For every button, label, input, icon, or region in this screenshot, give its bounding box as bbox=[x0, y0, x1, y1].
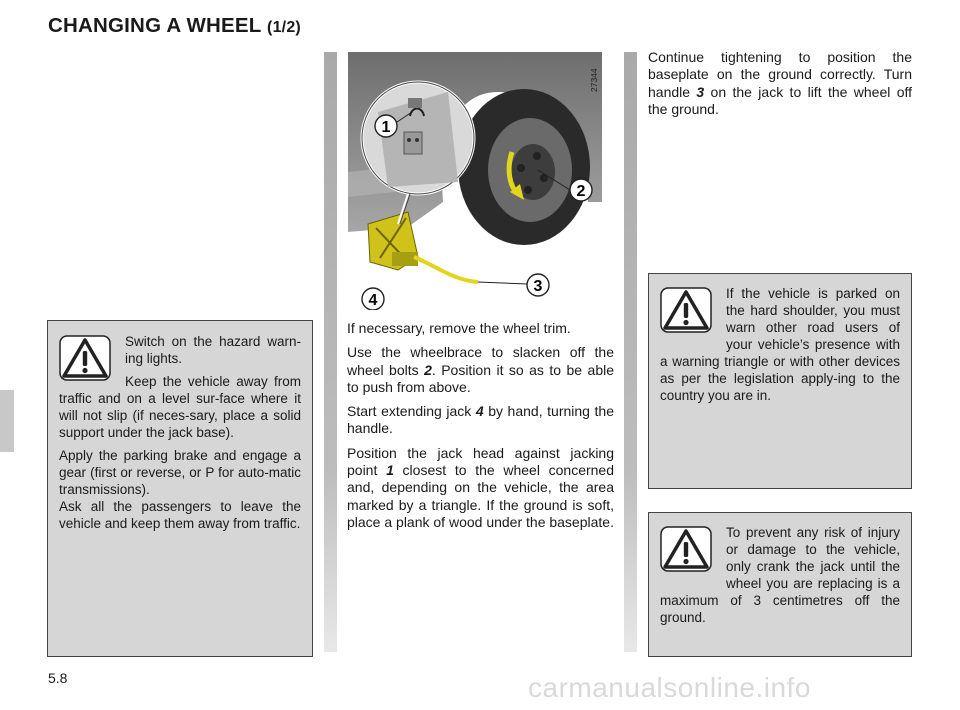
continue-text bbox=[648, 49, 912, 118]
svg-text:2: 2 bbox=[576, 183, 586, 200]
callout-3 bbox=[527, 274, 549, 296]
warning-box-hazard bbox=[47, 320, 313, 657]
warning-paragraph: Keep the vehicle away from traffic and on a level sur-face where it will not slip (if neces-sary, place a solid support under the jack base). bbox=[59, 374, 301, 440]
watermark: carmanualsonline.info bbox=[528, 672, 811, 703]
wheel-jack-illustration bbox=[348, 52, 602, 310]
callout-2 bbox=[570, 179, 592, 201]
instruction-slacken-bolts: Use the wheelbrace to slacken off the wheel bolts 2. Position it so as to be able to push from above. bbox=[347, 344, 614, 395]
warning-paragraph: To prevent any risk of injury or damage to the vehicle, only crank the jack until the wheel you are replacing is a maximum of 3 centimetres off the ground. bbox=[660, 525, 900, 625]
figure-ref-code: 27344 bbox=[589, 68, 599, 92]
jack bbox=[368, 212, 478, 282]
warning-box-hard-shoulder bbox=[648, 273, 912, 489]
column-divider-right bbox=[624, 52, 637, 652]
warning-triangle-icon bbox=[59, 335, 111, 381]
page-number: 5.8 bbox=[48, 670, 68, 686]
warning-paragraph: Apply the parking brake and engage a gear (first or reverse, or P for auto-matic transmissions). bbox=[59, 448, 301, 497]
svg-text:4: 4 bbox=[368, 292, 378, 309]
svg-text:1: 1 bbox=[381, 119, 391, 136]
chapter-tab bbox=[0, 390, 14, 452]
instruction-remove-trim: If necessary, remove the wheel trim. bbox=[347, 320, 571, 336]
warning-box-injury bbox=[648, 512, 912, 657]
warning-paragraph: If the vehicle is parked on the hard shoulder, you must warn other road users of your vehicle’s presence with a warning triangle or with other devices as per the legislation apply-ing to the country you are in. bbox=[660, 286, 900, 403]
warning-triangle-icon bbox=[660, 526, 712, 572]
instruction-lift-wheel: Continue tightening to position the baseplate on the ground correctly. Turn handle 3 on the jack to lift the wheel off the ground. bbox=[648, 49, 913, 117]
warning-paragraph: Ask all the passengers to leave the vehicle and keep them away from traffic. bbox=[59, 499, 301, 531]
column-divider-left bbox=[324, 52, 337, 652]
callout-4 bbox=[362, 288, 384, 310]
title-text: CHANGING A WHEEL bbox=[48, 14, 262, 37]
instructions-text bbox=[347, 320, 614, 538]
title-part: (1/2) bbox=[267, 19, 301, 36]
page-title bbox=[48, 14, 301, 38]
jack-handle bbox=[414, 257, 478, 282]
instruction-extend-jack: Start extending jack 4 by hand, turning the handle. bbox=[347, 403, 614, 437]
svg-text:3: 3 bbox=[533, 278, 543, 295]
callout-1 bbox=[375, 115, 397, 137]
instruction-position-jack: Position the jack head against jacking point 1 closest to the wheel concerned and, depending on the vehicle, the area marked by a triangle. If the ground is soft, place a plank of wood under the baseplate. bbox=[347, 444, 614, 530]
warning-triangle-icon bbox=[660, 287, 712, 333]
warning-paragraph: Switch on the hazard warn-ing lights. bbox=[125, 334, 301, 366]
